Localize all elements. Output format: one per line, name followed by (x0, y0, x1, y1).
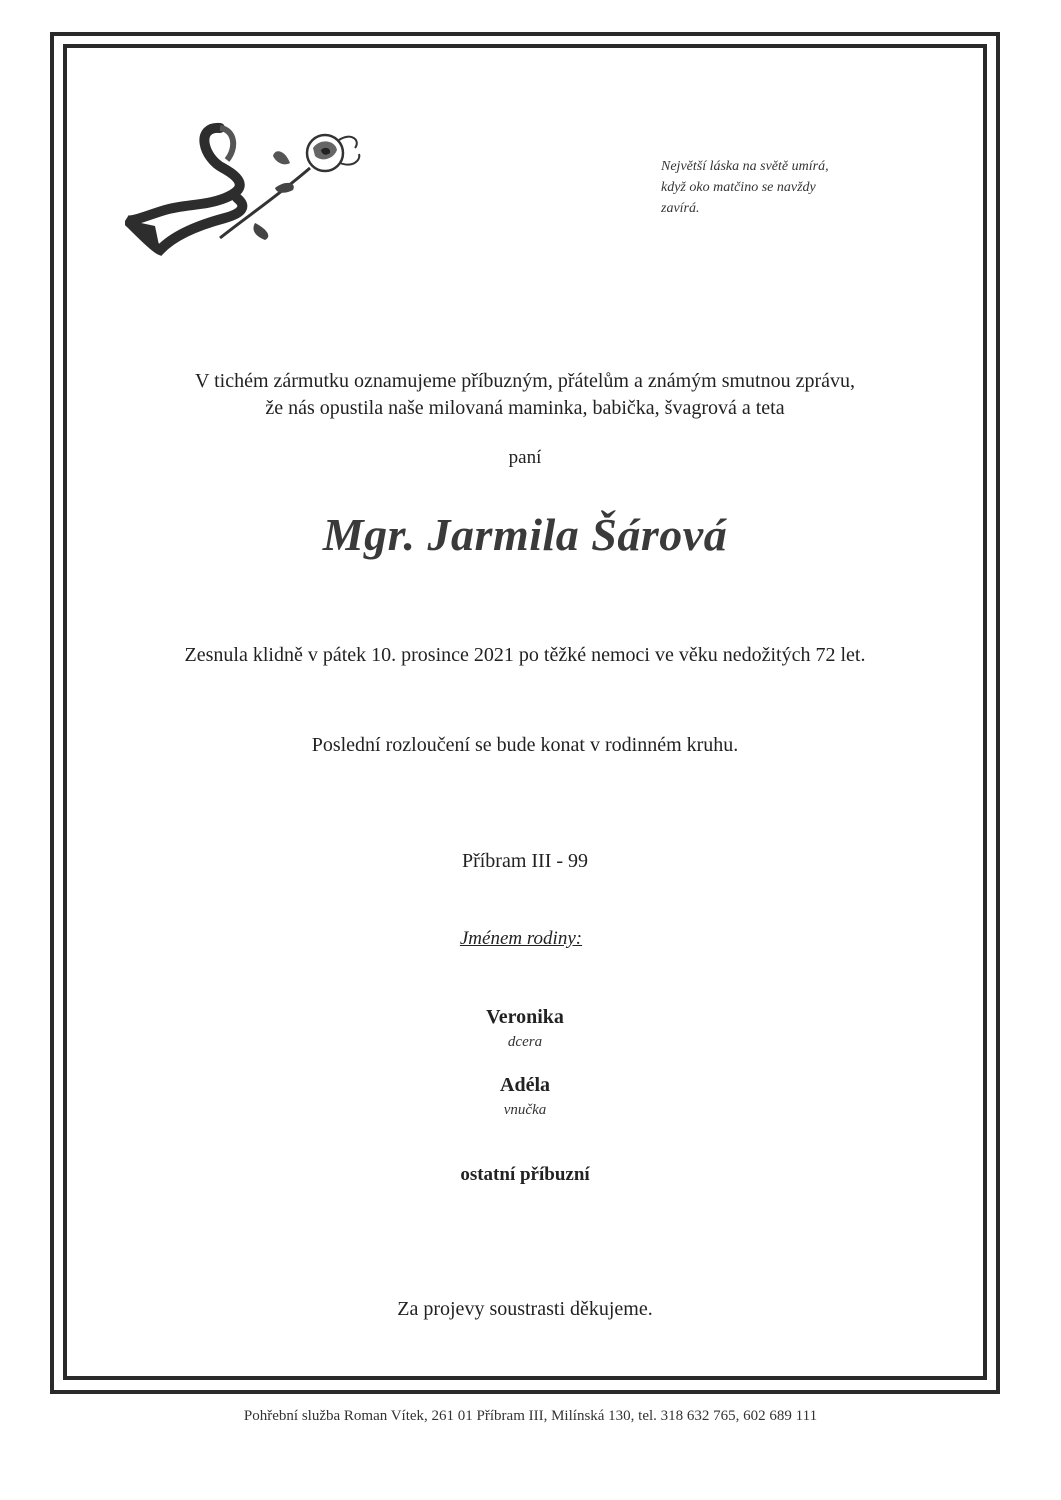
family-member-name: Adéla (500, 1074, 550, 1096)
intro-line: V tichém zármutku oznamujeme příbuzným, přátelům a známým smutnou zprávu, (195, 370, 855, 392)
deceased-name: Mgr. Jarmila Šárová (322, 509, 728, 560)
quote (661, 156, 901, 219)
intro-text (63, 368, 987, 422)
ribbon-rose-icon (125, 118, 375, 258)
family-heading-text: Jménem rodiny: (459, 928, 583, 949)
farewell-notice: Poslední rozloučení se bude konat v rodinném kruhu. (311, 734, 739, 756)
address: Příbram III - 99 (461, 850, 589, 872)
death-notice: Zesnula klidně v pátek 10. prosince 2021 po těžké nemoci ve věku nedožitých 72 let. (184, 644, 866, 666)
family-heading (63, 928, 987, 950)
quote-line: když oko matčino se navždy (661, 180, 816, 195)
intro-line: že nás opustila naše milovaná maminka, babička, švagrová a teta (265, 397, 785, 419)
quote-line: zavírá. (661, 201, 700, 216)
other-relatives: ostatní příbuzní (460, 1164, 590, 1185)
salutation: paní (508, 447, 542, 468)
family-member-relation: dcera (507, 1034, 543, 1050)
funeral-service-footer: Pohřební služba Roman Vítek, 261 01 Příbram III, Milínská 130, tel. 318 632 765, 602 689 111 (243, 1408, 818, 1424)
family-member-name: Veronika (486, 1006, 564, 1028)
quote-line: Největší láska na světě umírá, (661, 159, 829, 174)
family-member-relation: vnučka (503, 1102, 547, 1118)
thanks-text: Za projevy soustrasti děkujeme. (397, 1298, 653, 1320)
